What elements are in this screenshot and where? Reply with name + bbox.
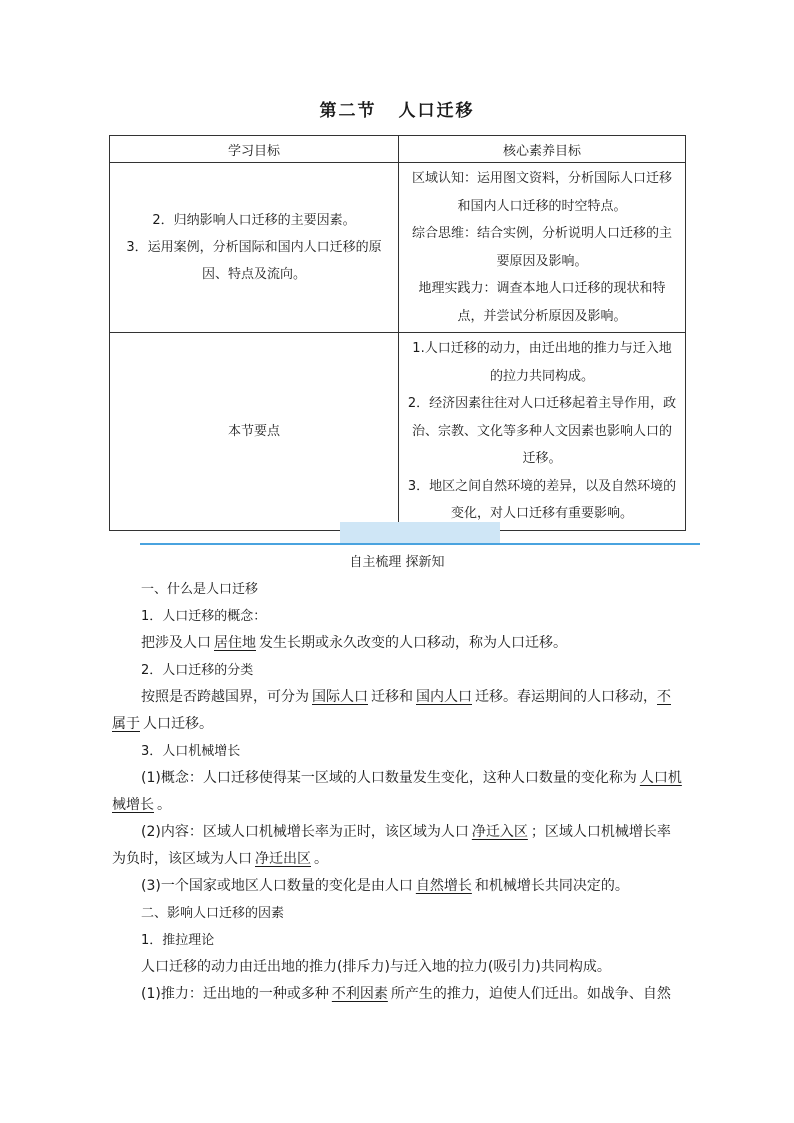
key-point: 1.人口迁移的动力，由迁出地的推力与迁入地的拉力共同构成。 — [412, 341, 672, 384]
learning-goals-cell — [110, 163, 399, 333]
heading-concept: 1．人口迁移的概念： — [141, 609, 267, 624]
paragraph-mech-total — [112, 873, 684, 900]
heading-what-is-migration: 一、什么是人口迁移 — [141, 582, 259, 597]
text: 迁移。春运期间的人口移动， — [475, 689, 657, 705]
key-point: 2．经济因素往往对人口迁移起着主导作用，政治、宗教、文化等多种人文因素也影响人口的迁移。 — [407, 396, 677, 466]
section-banner-tab — [340, 522, 500, 543]
fill-blank: 不利因素 — [331, 986, 388, 1002]
fill-blank: 人口机械增长 — [112, 770, 682, 813]
paragraph-mech-concept — [112, 765, 684, 819]
text: 发生长期或永久改变的人口移动，称为人口迁移。 — [259, 635, 567, 651]
fill-blank: 净迁入区 — [471, 824, 528, 840]
paragraph-mech-content — [112, 819, 684, 873]
key-point: 3．地区之间自然环境的差异，以及自然环境的变化，对人口迁移有重要影响。 — [407, 478, 677, 521]
goal-item: 3．运用案例，分析国际和国内人口迁移的原因、特点及流向。 — [126, 240, 382, 282]
literacy-label: 地理实践力： — [418, 281, 497, 296]
text: 所产生的推力，迫使人们迁出。如战争、自然 — [390, 986, 671, 1002]
page-title — [0, 96, 794, 121]
literacy-item — [407, 165, 677, 220]
text: 按照是否跨越国界，可分为 — [141, 689, 309, 705]
text: ；区域人口机械增长率为负时，该区域为人口 — [112, 824, 671, 867]
paragraph-push-force — [112, 981, 684, 1008]
literacy-text: 结合实例，分析说明人口迁移的主要原因及影响。 — [477, 226, 673, 269]
literacy-text: 调查本地人口迁移的现状和特点，并尝试分析原因及影响。 — [457, 281, 666, 324]
fill-blank: 国内人口 — [416, 689, 472, 705]
table-header-row — [110, 136, 686, 163]
fill-blank: 净迁出区 — [255, 851, 311, 867]
table-row — [110, 333, 686, 531]
fill-blank: 国际人口 — [312, 689, 368, 705]
paragraph-classification — [112, 684, 684, 738]
fill-blank: 不属于 — [112, 689, 671, 732]
fill-blank: 居住地 — [214, 635, 256, 651]
text: 把涉及人口 — [141, 635, 211, 651]
literacy-label: 区域认知： — [411, 171, 477, 186]
heading-factors: 二、影响人口迁移的因素 — [141, 906, 285, 921]
heading-mechanical-growth: 3．人口机械增长 — [141, 744, 241, 759]
section-header: 自主梳理 探新知 — [349, 555, 445, 570]
goal-item: 2．归纳影响人口迁移的主要因素。 — [152, 213, 356, 228]
text: 迁移和 — [371, 689, 413, 705]
paragraph-push-pull: 人口迁移的动力由迁出地的推力(排斥力)与迁入地的拉力(吸引力)共同构成。 — [141, 959, 611, 975]
section-name: 人口迁移 — [398, 101, 475, 121]
literacy-item — [407, 275, 677, 330]
literacy-text: 运用图文资料，分析国际人口迁移和国内人口迁移的时空特点。 — [457, 171, 673, 214]
text: 。 — [314, 851, 328, 867]
key-points-label: 本节要点 — [110, 333, 399, 531]
text: (3)一个国家或地区人口数量的变化是由人口 — [141, 878, 413, 894]
header-learning-goals: 学习目标 — [110, 136, 399, 163]
text: 。 — [157, 797, 171, 813]
section-divider — [140, 543, 700, 545]
paragraph-concept — [112, 630, 684, 657]
main-content — [112, 576, 684, 1008]
literacy-item — [407, 220, 677, 275]
text: (2)内容：区域人口机械增长率为正时，该区域为人口 — [141, 824, 469, 840]
text: 和机械增长共同决定的。 — [474, 878, 629, 894]
heading-classification: 2．人口迁移的分类 — [141, 663, 254, 678]
core-literacy-cell — [399, 163, 686, 333]
literacy-label: 综合思维： — [411, 226, 477, 241]
key-points-cell — [399, 333, 686, 531]
objectives-table — [109, 135, 686, 531]
text: 人口迁移。 — [143, 716, 213, 732]
text: (1)概念：人口迁移使得某一区域的人口数量发生变化，这种人口数量的变化称为 — [141, 770, 637, 786]
section-number: 第二节 — [319, 101, 377, 121]
fill-blank: 自然增长 — [415, 878, 472, 894]
table-row — [110, 163, 686, 333]
text: (1)推力：迁出地的一种或多种 — [141, 986, 329, 1002]
header-core-literacy: 核心素养目标 — [399, 136, 686, 163]
heading-push-pull: 1．推拉理论 — [141, 933, 215, 948]
